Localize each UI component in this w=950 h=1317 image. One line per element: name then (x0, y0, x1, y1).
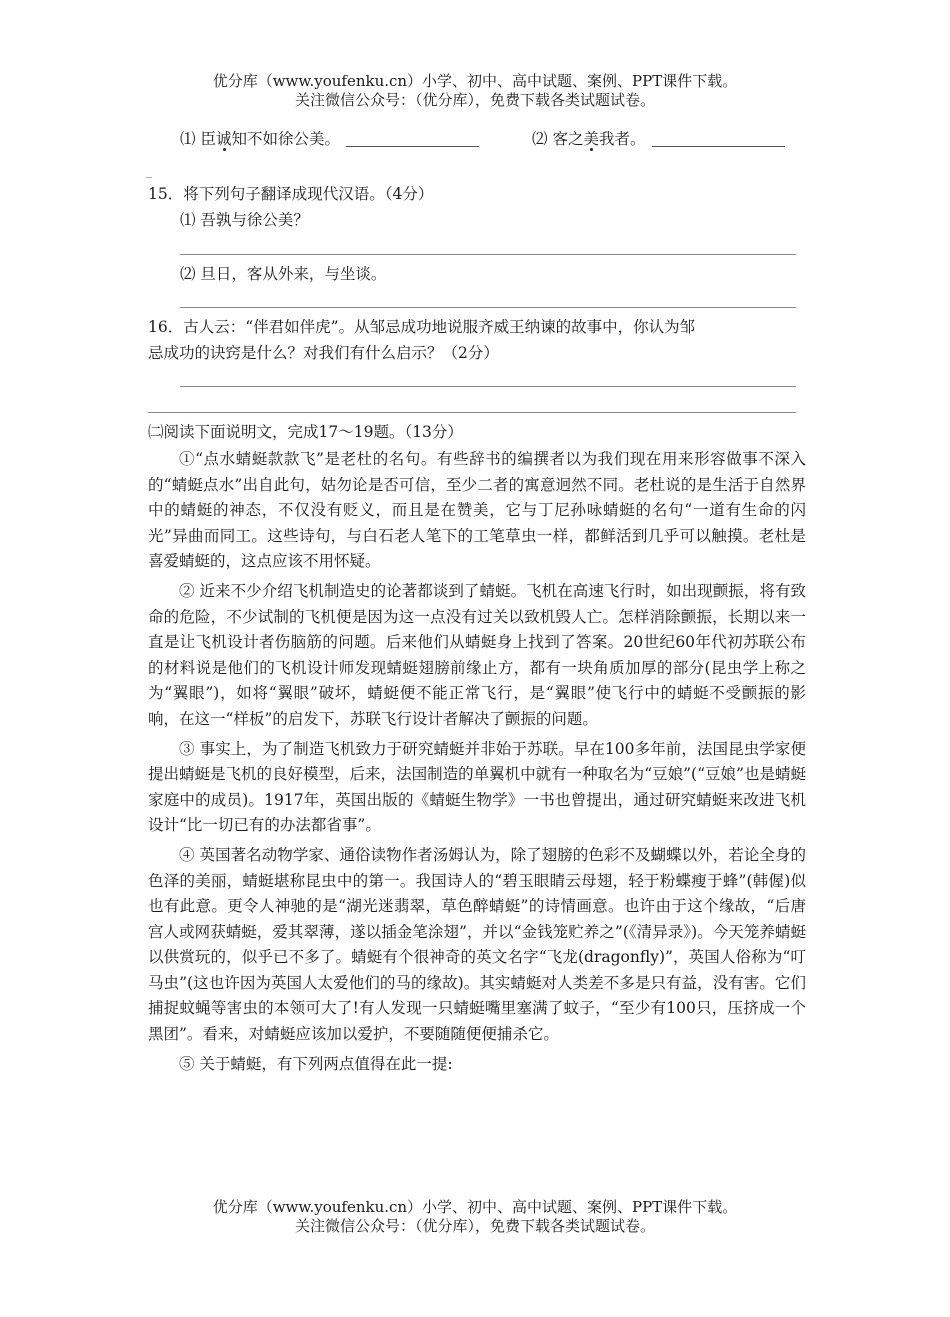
passage-paragraph-2: ② 近来不少介绍飞机制造史的论著都谈到了蜻蜓。飞机在高速飞行时，如出现颤振，将有致命的危险，不少试制的飞机便是因为这一点没有过关以致机毁人亡。怎样消除颤振，长期以来一直是让飞机设计者伤脑筋的问题。后来他们从蜻蜓身上找到了答案。20世纪60年代初苏联公布的材料说是他们的飞机设计师发现蜻蜓翅膀前缘止方，都有一块角质加厚的部分(昆虫学上称之为“翼眼”)，如将“翼眼”破坏，蜻蜓便不能正常飞行，是“翼眼”使飞行中的蜻蜓不受颤振的影响，在这一“样板”的启发下，苏联飞行设计者解决了颤振的问题。 (148, 581, 806, 728)
header-line-2: 关注微信公众号：（优分库），免费下载各类试题试卷。 (294, 91, 655, 109)
q15-title: 15．将下列句子翻译成现代汉语。（4分） (148, 185, 434, 203)
passage-paragraph-3: ③ 事实上，为了制造飞机致力于研究蜻蜓并非始于苏联。早在100多年前，法国昆虫学家便提出蜻蜓是飞机的良好模型，后来，法国制造的单翼机中就有一种取名为“豆娘”(“豆娘”也是蜻蜓家庭中的成员)。1917年，英国出版的《蜻蜓生物学》一书也曾提出，通过研究蜻蜓来改进飞机设计“比一切已有的办法都省事”。 (148, 739, 806, 835)
footer-line-2: 关注微信公众号：（优分库），免费下载各类试题试卷。 (294, 1217, 655, 1235)
q15-answer-line-2[interactable] (180, 307, 796, 308)
section-2-title: ㈡阅读下面说明文，完成17～19题。（13分） (148, 423, 463, 441)
passage-paragraph-1: ①“点水蜻蜓款款飞”是老杜的名句。有些辞书的编撰者以为我们现在用来形容做事不深入的“蜻蜓点水”出自此句，姑勿论是否可信，至少二者的寓意迥然不同。老杜说的是生活于自然界中的蜻蜓的神态，不仅没有贬义，而且是在赞美，它与丁尼孙咏蜻蜓的名句“一道有生命的闪光”异曲而同工。这些诗句，与白石老人笔下的工笔草虫一样，都鲜活到几乎可以触摸。老杜是喜爱蜻蜓的，这点应该不用怀疑。 (148, 450, 806, 571)
q14-item-2-post: 我者。 (598, 130, 646, 148)
passage-paragraph-5: ⑤ 关于蜻蜓，有下列两点值得在此一提: (179, 1054, 453, 1073)
q16-answer-line-1[interactable] (180, 386, 796, 387)
q14-item-1-dotted-char: 诚 (215, 130, 232, 148)
q14-item-1 (180, 128, 479, 150)
q14-item-1-number: ⑴ (180, 130, 196, 148)
q14-item-2-pre: 客之 (552, 130, 584, 148)
q14-item-2 (532, 128, 785, 150)
page-header (0, 72, 950, 110)
q14-item-2-number: ⑵ (532, 130, 548, 148)
q14-item-1-pre: 臣 (200, 130, 216, 148)
page-footer (0, 1198, 950, 1236)
q16-answer-line-2[interactable] (148, 412, 796, 413)
header-line-1: 优分库（www.youfenku.cn）小学、初中、高中试题、案例、PPT课件下载。 (212, 72, 738, 90)
footer-line-1: 优分库（www.youfenku.cn）小学、初中、高中试题、案例、PPT课件下载。 (212, 1198, 738, 1216)
q15-answer-line-1[interactable] (180, 254, 796, 255)
q14-item-2-dotted-char: 美 (583, 130, 599, 148)
q14-item-1-post: 知不如徐公美。 (231, 130, 340, 148)
passage (148, 447, 806, 1081)
q14-item-2-blank[interactable] (652, 130, 785, 147)
q14-item-1-blank[interactable] (346, 130, 479, 147)
q16-line-2: 忌成功的诀窍是什么？对我们有什么启示？（2分） (148, 344, 499, 362)
q15-item-2: ⑵ 旦日，客从外来，与坐谈。 (180, 265, 387, 283)
q15-item-1: ⑴ 吾孰与徐公美？ (180, 211, 309, 229)
q16-line-1: 16．古人云：“伴君如伴虎”。从邹忌成功地说服齐威王纳谏的故事中，你认为邹 (148, 318, 696, 336)
q14-trail-mark: _ (146, 164, 152, 178)
passage-paragraph-4: ④ 英国著名动物学家、通俗读物作者汤姆认为，除了翅膀的色彩不及蝴蝶以外，若论全身的色泽的美丽，蜻蜓堪称昆虫中的第一。我国诗人的“碧玉眼睛云母翅，轻于粉蝶瘦于蜂”(韩偓)似也有此意。更令人神驰的是“湖光迷翡翠，草色醉蜻蜓”的诗情画意。也许由于这个缘故，“后唐宫人或网获蜻蜓，爱其翠薄，遂以插金笔涂翅”，并以“金钱笼贮养之”(《清异录》)。今天笼养蜻蜓以供赏玩的，似乎已不多了。蜻蜓有个很神奇的英文名字“飞龙(dragonfly)”，英国人俗称为“叮马虫”(这也许因为英国人太爱他们的马的缘故)。其实蜻蜓对人类差不多是只有益，没有害。它们捕捉蚊蝇等害虫的本领可大了!有人发现一只蜻蜓嘴里塞满了蚊子，“至少有100只，压挤成一个黑团”。看来，对蜻蜓应该加以爱护，不要随随便便捕杀它。 (148, 845, 806, 1044)
